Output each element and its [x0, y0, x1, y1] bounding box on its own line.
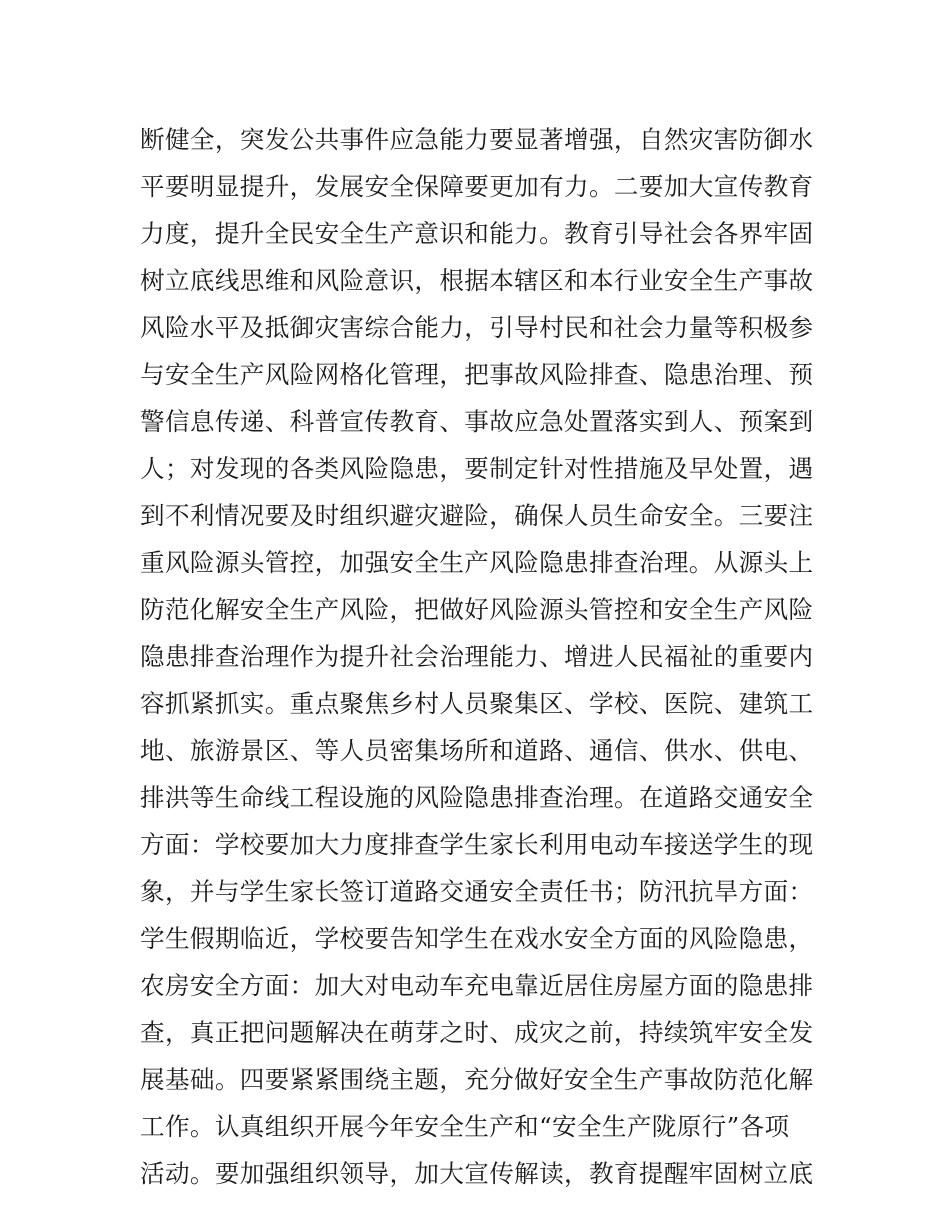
text-line-4: 树立底线思维和风险意识，根据本辖区和本行业安全生产事故	[140, 266, 814, 295]
text-line-12: 隐患排查治理作为提升社会治理能力、增进人民福祉的重要内	[140, 642, 814, 671]
text-line-1: 断健全，突发公共事件应急能力要显著增强，自然灾害防御水	[140, 125, 814, 154]
text-line-13: 容抓紧抓实。重点聚焦乡村人员聚集区、学校、医院、建筑工	[140, 689, 814, 718]
text-line-21: 展基础。四要紧紧围绕主题，充分做好安全生产事故防范化解	[140, 1065, 814, 1094]
text-line-23: 活动。要加强组织领导，加大宣传解读，教育提醒牢固树立底	[140, 1159, 814, 1188]
text-line-3: 力度，提升全民安全生产意识和能力。教育引导社会各界牢固	[140, 219, 814, 248]
text-line-16: 方面：学校要加大力度排查学生家长利用电动车接送学生的现	[140, 830, 814, 859]
text-line-17: 象，并与学生家长签订道路交通安全责任书；防汛抗旱方面：	[140, 877, 814, 906]
text-line-19: 农房安全方面：加大对电动车充电靠近居住房屋方面的隐患排	[140, 971, 814, 1000]
body-paragraph	[140, 116, 820, 1197]
text-line-22: 工作。认真组织开展今年安全生产和“安全生产陇原行”各项	[140, 1112, 790, 1141]
text-line-15: 排洪等生命线工程设施的风险隐患排查治理。在道路交通安全	[140, 783, 814, 812]
text-line-11: 防范化解安全生产风险，把做好风险源头管控和安全生产风险	[140, 595, 814, 624]
text-line-18: 学生假期临近，学校要告知学生在戏水安全方面的风险隐患，	[140, 924, 814, 953]
text-line-5: 风险水平及抵御灾害综合能力，引导村民和社会力量等积极参	[140, 313, 814, 342]
text-line-9: 到不利情况要及时组织避灾避险，确保人员生命安全。三要注	[140, 501, 814, 530]
text-line-20: 查，真正把问题解决在萌芽之时、成灾之前，持续筑牢安全发	[140, 1018, 814, 1047]
text-line-7: 警信息传递、科普宣传教育、事故应急处置落实到人、预案到	[140, 407, 814, 436]
text-line-10: 重风险源头管控，加强安全生产风险隐患排查治理。从源头上	[140, 548, 814, 577]
text-line-2: 平要明显提升，发展安全保障要更加有力。二要加大宣传教育	[140, 172, 814, 201]
text-line-8: 人；对发现的各类风险隐患，要制定针对性措施及早处置，遇	[140, 454, 814, 483]
text-line-6: 与安全生产风险网格化管理，把事故风险排查、隐患治理、预	[140, 360, 814, 389]
text-line-14: 地、旅游景区、等人员密集场所和道路、通信、供水、供电、	[140, 736, 814, 765]
